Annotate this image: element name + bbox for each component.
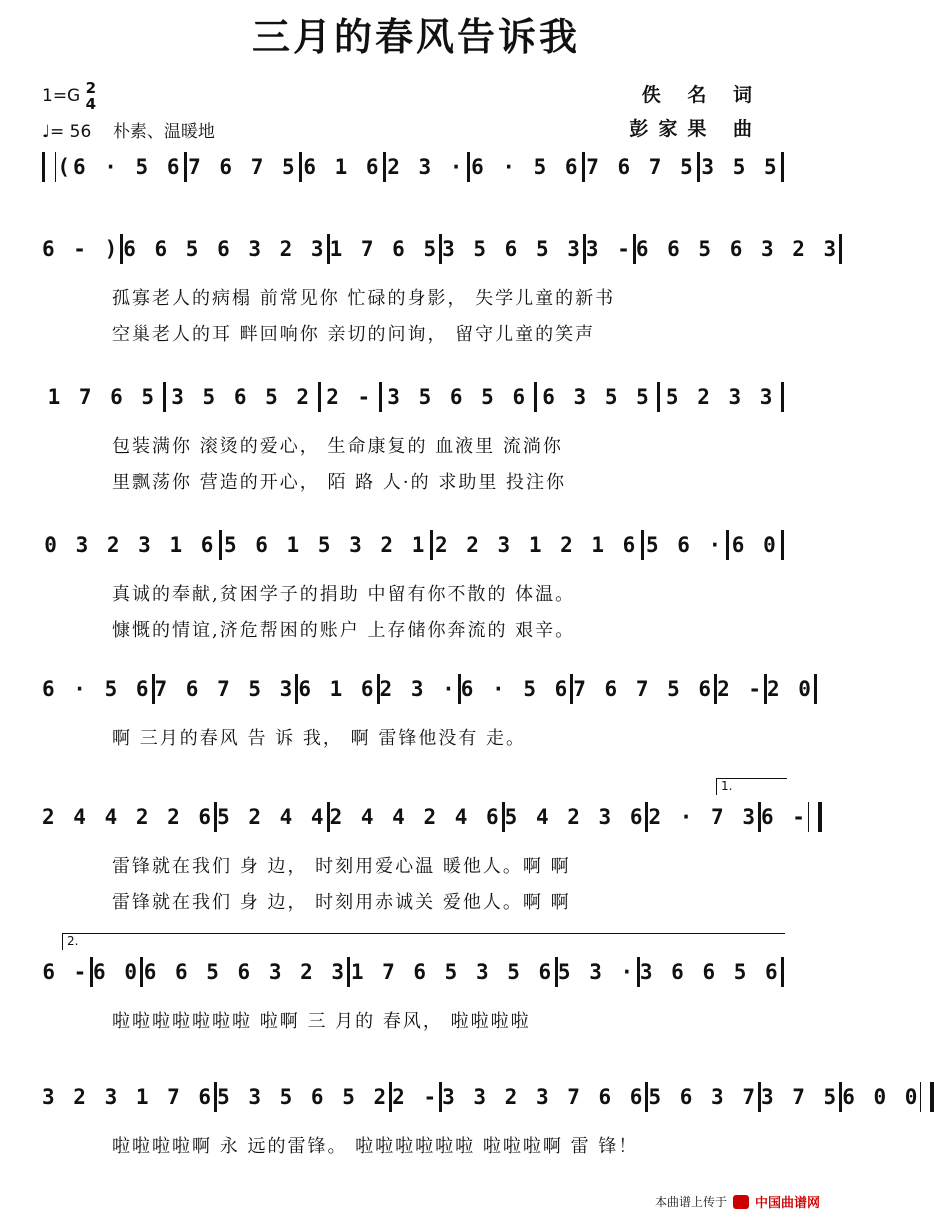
- site-logo: 中国曲谱网: [754, 1195, 820, 1210]
- measure: 6 -: [760, 805, 808, 829]
- lyrics-verse-1: 啦啦啦啦啊 永 远的雷锋。 啦啦啦啦啦啦 啦啦啦啊 雷 锋！: [112, 1136, 639, 1157]
- barline: [781, 382, 784, 412]
- barline: [781, 530, 784, 560]
- measure: 2 3 ·: [379, 677, 458, 701]
- lyrics-verse-1: 啊 三月的春风 告 诉 我， 啊 雷锋他没有 走。: [112, 728, 527, 749]
- measure: 7 6 7 5 6: [573, 677, 715, 701]
- notation-line: [42, 150, 784, 184]
- measure: 0 3 2 3 1 6: [44, 533, 217, 557]
- measure: 2 4 4 2 4 6: [329, 805, 502, 829]
- measure: 6 · 5 6: [471, 155, 581, 179]
- measure: 3 5 6 5 6: [387, 385, 529, 409]
- measure: 5 2 3 3: [665, 385, 776, 409]
- lyrics-verse-2: 里飘荡你 营造的开心， 陌 路 人·的 求助里 投注你: [112, 472, 567, 493]
- barline: [814, 674, 817, 704]
- repeat-start-barline: [42, 152, 56, 182]
- measure: 2 2 3 1 2 1 6: [434, 533, 639, 557]
- credits: [629, 78, 762, 146]
- measure: 2 -: [392, 1085, 440, 1109]
- measure: 6 -: [42, 960, 90, 984]
- measure: 7 6 7 5: [188, 155, 298, 179]
- time-signature: 2 4: [85, 79, 97, 113]
- measure: (6 · 5 6: [57, 155, 183, 179]
- measure: 2 -: [717, 677, 764, 701]
- measure: 7 6 7 5 3: [154, 677, 296, 701]
- measure: 3 2 3 1 7 6: [42, 1085, 215, 1109]
- measure: 3 3 2 3 7 6 6: [442, 1085, 646, 1109]
- measure: 2 4 4 2 2 6: [42, 805, 215, 829]
- measure: 3 5 6 5 2: [171, 385, 313, 409]
- lyrics-verse-1: 孤寡老人的病榻 前常见你 忙碌的身影， 失学儿童的新书: [112, 288, 616, 309]
- measure: 6 6 5 6 3 2 3: [143, 960, 348, 984]
- measure: 5 4 2 3 6: [504, 805, 646, 829]
- measure: 3 7 5: [760, 1085, 840, 1109]
- notation-line: [42, 380, 784, 414]
- measure: 2 0: [767, 677, 814, 701]
- end-barline: [920, 1082, 934, 1112]
- lyrics-verse-1: 包装满你 滚烫的爱心， 生命康复的 血液里 流淌你: [112, 436, 563, 457]
- lyrics-verse-1: 真诚的奉献,贫困学子的捐助 中留有你不散的 体温。: [112, 584, 576, 605]
- measure: 6 1 6: [303, 155, 382, 179]
- second-ending-bracket: 2.: [62, 933, 785, 950]
- first-ending-bracket: 1.: [716, 778, 787, 795]
- footer-text: 本曲谱上传于: [654, 1195, 727, 1209]
- measure: 6 0: [731, 533, 779, 557]
- measure: 3 -: [585, 237, 633, 261]
- barline: [781, 957, 784, 987]
- measure: 6 6 5 6 3 2 3: [635, 237, 840, 261]
- lyrics-verse-1: 啦啦啦啦啦啦啦 啦啊 三 月的 春风， 啦啦啦啦: [112, 1011, 531, 1032]
- lyrics-verse-2: 雷锋就在我们 身 边， 时刻用赤诚关 爱他人。啊 啊: [112, 892, 571, 913]
- lyricist-credit: 佚 名 词: [641, 84, 762, 106]
- measure: 6 0 0: [842, 1085, 921, 1109]
- measure: 3 6 6 5 6: [639, 960, 781, 984]
- site-logo-icon: [733, 1195, 749, 1209]
- page-title: 三月的春风告诉我: [251, 14, 580, 59]
- notation-line: [42, 232, 840, 266]
- measure: 5 3 ·: [557, 960, 637, 984]
- composer-credit: 彭家果 曲: [629, 118, 762, 140]
- measure: 2 3 ·: [387, 155, 466, 179]
- measure: 1 7 6 5: [47, 385, 158, 409]
- measure: 3 5 5: [701, 155, 780, 179]
- measure: 6 · 5 6: [42, 677, 152, 701]
- measure: 2 · 7 3: [648, 805, 758, 829]
- measure: 2 -: [326, 385, 374, 409]
- measure: 3 5 6 5 3: [442, 237, 583, 261]
- measure: 6 0: [93, 960, 140, 984]
- barline: [781, 152, 784, 182]
- lyrics-verse-2: 空巢老人的耳 畔回响你 亲切的问询， 留守儿童的笑声: [112, 324, 596, 345]
- notation-line: [42, 528, 784, 562]
- notation-line: [42, 1080, 921, 1114]
- lyrics-verse-2: 慷慨的情谊,济危帮困的账户 上存储你奔流的 艰辛。: [112, 620, 576, 641]
- notation-line: [42, 955, 784, 989]
- measure: 5 6 3 7: [648, 1085, 758, 1109]
- measure: 1 7 6 5: [329, 237, 440, 261]
- footer: [655, 1192, 820, 1211]
- notation-line: [42, 672, 814, 706]
- measure: 6 1 6: [298, 677, 377, 701]
- tempo-marking: ♩= 56: [42, 122, 92, 142]
- measure: 7 6 7 5: [586, 155, 696, 179]
- measure: 6 · 5 6: [460, 677, 571, 701]
- score-meta-left: [42, 78, 215, 150]
- measure: 6 - ): [42, 237, 121, 261]
- measure: 5 6 1 5 3 2 1: [223, 533, 428, 557]
- barline: [839, 234, 842, 264]
- measure: 5 6 ·: [645, 533, 725, 557]
- end-barline: [808, 802, 822, 832]
- measure: 1 7 6 5 3 5 6: [350, 960, 555, 984]
- lyrics-verse-1: 雷锋就在我们 身 边， 时刻用爱心温 暖他人。啊 啊: [112, 856, 571, 877]
- notation-line: [42, 800, 808, 834]
- measure: 5 3 5 6 5 2: [217, 1085, 390, 1109]
- measure: 6 6 5 6 3 2 3: [123, 237, 327, 261]
- expression-marking: 朴素、温暖地: [112, 122, 215, 142]
- measure: 5 2 4 4: [217, 805, 327, 829]
- key-signature: 1=G: [42, 86, 81, 106]
- measure: 6 3 5 5: [542, 385, 652, 409]
